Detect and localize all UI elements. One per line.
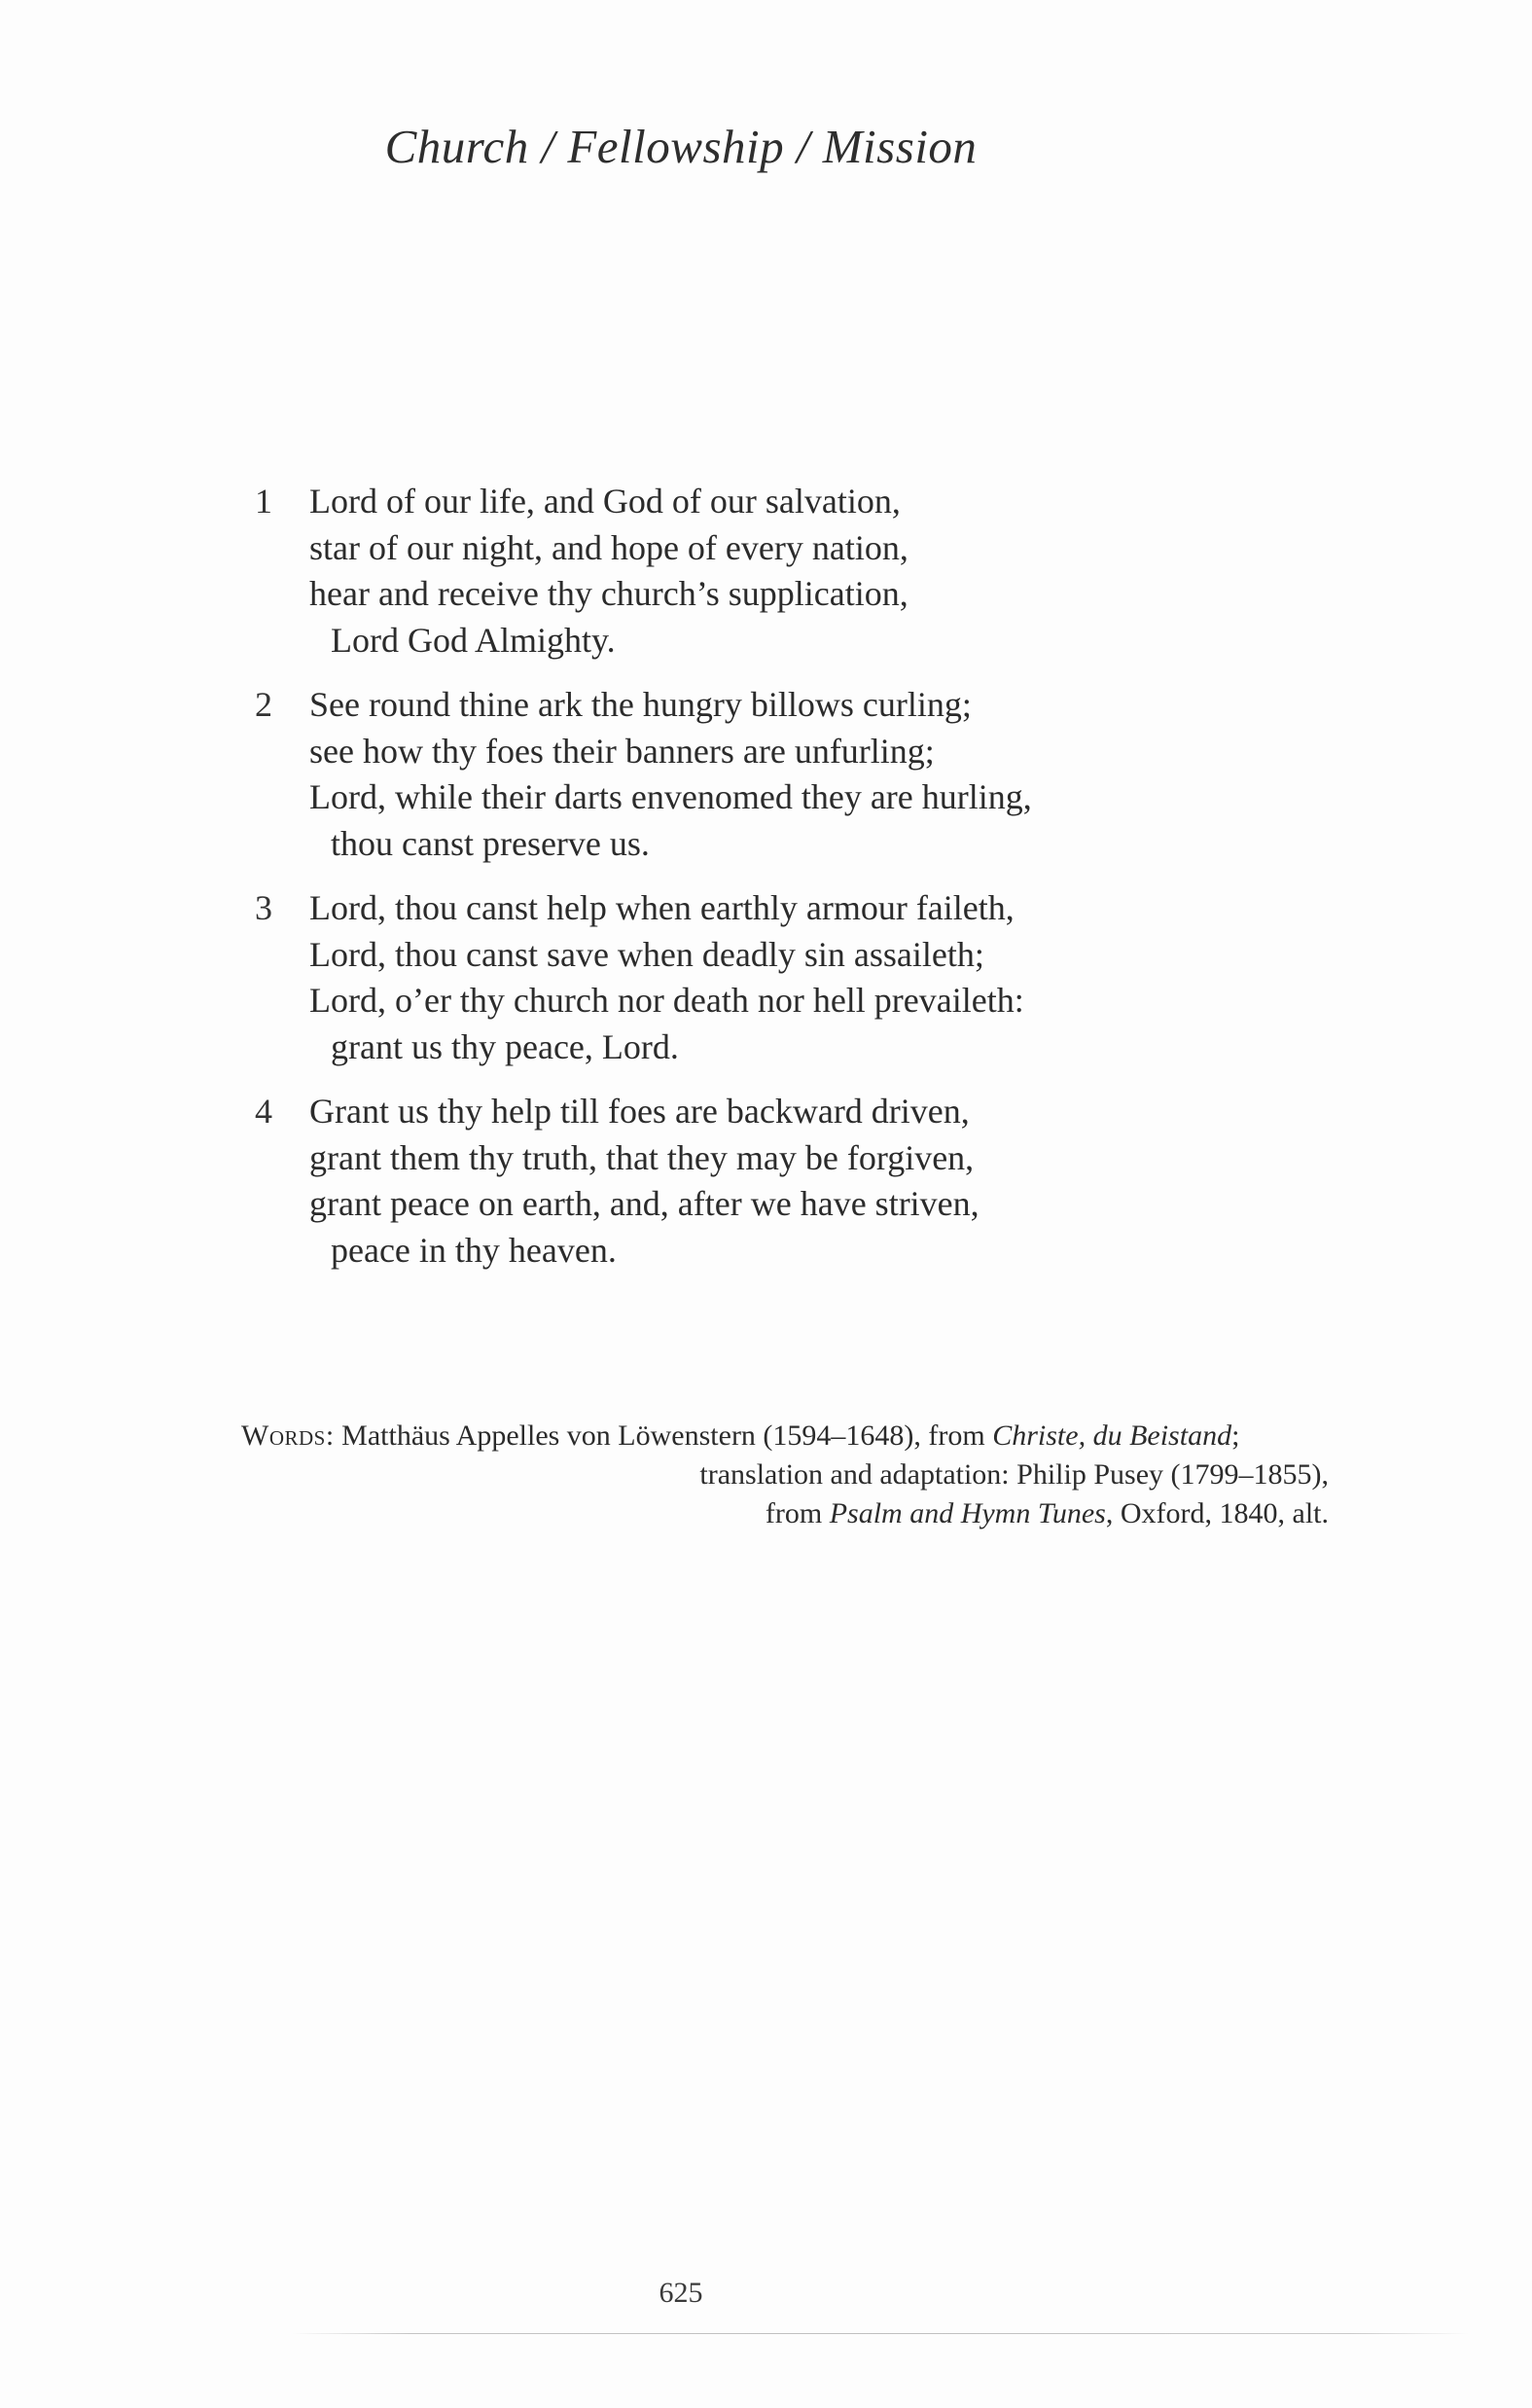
stanza-line: see how thy foes their banners are unfurling; — [309, 731, 935, 771]
stanza-line: See round thine ark the hungry billows curling; — [309, 685, 972, 724]
credit-line-words — [241, 1417, 1329, 1456]
stanza-line: grant peace on earth, and, after we have striven, — [309, 1184, 980, 1223]
credit-author-text: Matthäus Appelles von Löwenstern (1594–1648), from — [341, 1420, 985, 1452]
stanza-lines — [309, 1089, 1228, 1274]
credit-from: from — [765, 1497, 823, 1529]
stanza-line: Lord, while their darts envenomed they are hurling, — [309, 777, 1032, 816]
stanza-lines — [309, 885, 1228, 1070]
stanza-refrain: Lord God Almighty. — [331, 620, 616, 660]
hymn-text — [255, 479, 1228, 1292]
credit-line-source — [241, 1494, 1329, 1533]
stanza-line: grant them thy truth, that they may be forgiven, — [309, 1137, 975, 1177]
stanza-line: Grant us thy help till foes are backward driven, — [309, 1092, 970, 1131]
credit-line-translation: translation and adaptation: Philip Pusey (1799–1855), — [699, 1458, 1329, 1491]
credit-source-end: , Oxford, 1840, alt. — [1105, 1497, 1329, 1529]
stanza-3 — [255, 885, 1228, 1070]
stanza-number: 1 — [255, 482, 272, 521]
credits-label: Words: — [241, 1420, 335, 1452]
stanza-number: 2 — [255, 685, 272, 724]
stanza-refrain: thou canst preserve us. — [331, 823, 650, 863]
credit-punctuation: ; — [1231, 1420, 1240, 1452]
stanza-line: Lord, o’er thy church nor death nor hell prevaileth: — [309, 981, 1024, 1020]
stanza-line: Lord, thou canst help when earthly armour faileth, — [309, 888, 1015, 927]
stanza-2 — [255, 682, 1228, 867]
running-head: Church / Fellowship / Mission — [384, 120, 978, 173]
stanza-number: 3 — [255, 888, 272, 927]
stanza-refrain: grant us thy peace, Lord. — [331, 1026, 679, 1066]
stanza-lines — [309, 479, 1228, 664]
bottom-rule — [292, 2333, 1469, 2334]
stanza-4 — [255, 1089, 1228, 1274]
stanza-number: 4 — [255, 1092, 272, 1131]
stanza-1 — [255, 479, 1228, 664]
source-title: Psalm and Hymn Tunes — [829, 1497, 1106, 1529]
stanza-lines — [309, 682, 1228, 867]
stanza-line: Lord, thou canst save when deadly sin assaileth; — [309, 934, 984, 974]
source-title: Christe, du Beistand — [992, 1420, 1232, 1452]
page-number: 625 — [659, 2277, 703, 2309]
stanza-line: Lord of our life, and God of our salvation, — [309, 482, 901, 521]
stanza-refrain: peace in thy heaven. — [331, 1230, 617, 1270]
stanza-line: hear and receive thy church’s supplication, — [309, 574, 909, 613]
stanza-line: star of our night, and hope of every nation, — [309, 527, 909, 567]
hymn-credits — [241, 1417, 1329, 1533]
